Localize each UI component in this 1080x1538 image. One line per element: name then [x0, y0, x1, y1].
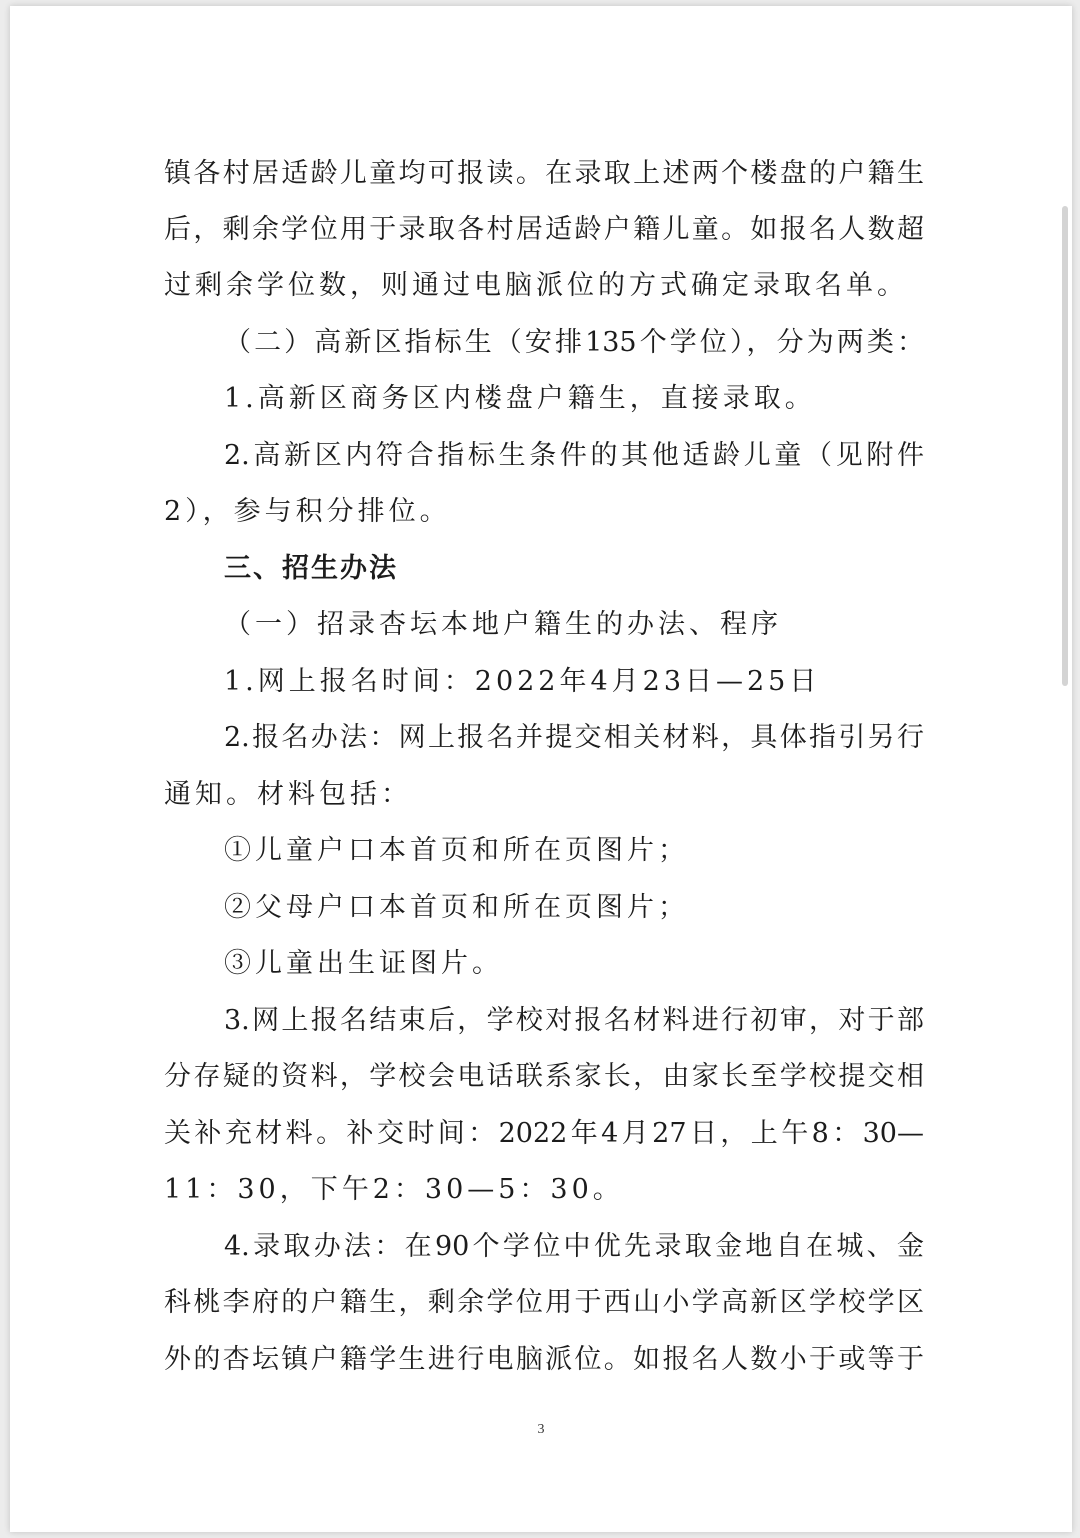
document-page [10, 6, 1072, 1532]
list-item: 1.高新区商务区内楼盘户籍生，直接录取。 [224, 383, 816, 414]
section-heading: 三、招生办法 [224, 553, 398, 584]
body-line: 后，剩余学位用于录取各村居适龄户籍儿童。如报名人数超 [164, 214, 924, 245]
body-line: 分存疑的资料，学校会电话联系家长，由家长至学校提交相 [164, 1061, 924, 1092]
body-line: 通知。材料包括： [164, 779, 412, 810]
subsection-heading: （二）高新区指标生（安排135个学位），分为两类： [224, 327, 924, 358]
page-number: 3 [537, 1422, 545, 1437]
list-item: 4.录取办法：在90个学位中优先录取金地自在城、金 [224, 1231, 924, 1262]
list-item: 3.网上报名结束后，学校对报名材料进行初审，对于部 [224, 1005, 924, 1036]
list-item: ①儿童户口本首页和所在页图片； [224, 835, 689, 866]
scrollbar[interactable] [1062, 206, 1068, 686]
body-line: 过剩余学位数，则通过电脑派位的方式确定录取名单。 [164, 270, 908, 301]
subsection-heading: （一）招录杏坛本地户籍生的办法、程序 [224, 609, 782, 640]
list-item: ③儿童出生证图片。 [224, 948, 503, 979]
body-line: 镇各村居适龄儿童均可报读。在录取上述两个楼盘的户籍生 [164, 158, 924, 189]
list-item: 2.报名办法：网上报名并提交相关材料，具体指引另行 [224, 722, 924, 753]
list-item: 2.高新区内符合指标生条件的其他适龄儿童（见附件 [224, 440, 924, 471]
body-line: 科桃李府的户籍生，剩余学位用于西山小学高新区学校学区 [164, 1287, 924, 1318]
list-item: ②父母户口本首页和所在页图片； [224, 892, 689, 923]
body-line: 外的杏坛镇户籍学生进行电脑派位。如报名人数小于或等于 [164, 1344, 924, 1375]
body-line: 关补充材料。补交时间：2022年4月27日，上午8：30— [164, 1118, 924, 1149]
body-line: 11：30，下午2：30—5：30。 [164, 1174, 624, 1205]
list-item: 1.网上报名时间：2022年4月23日—25日 [224, 666, 821, 697]
body-line: 2），参与积分排位。 [164, 496, 451, 527]
